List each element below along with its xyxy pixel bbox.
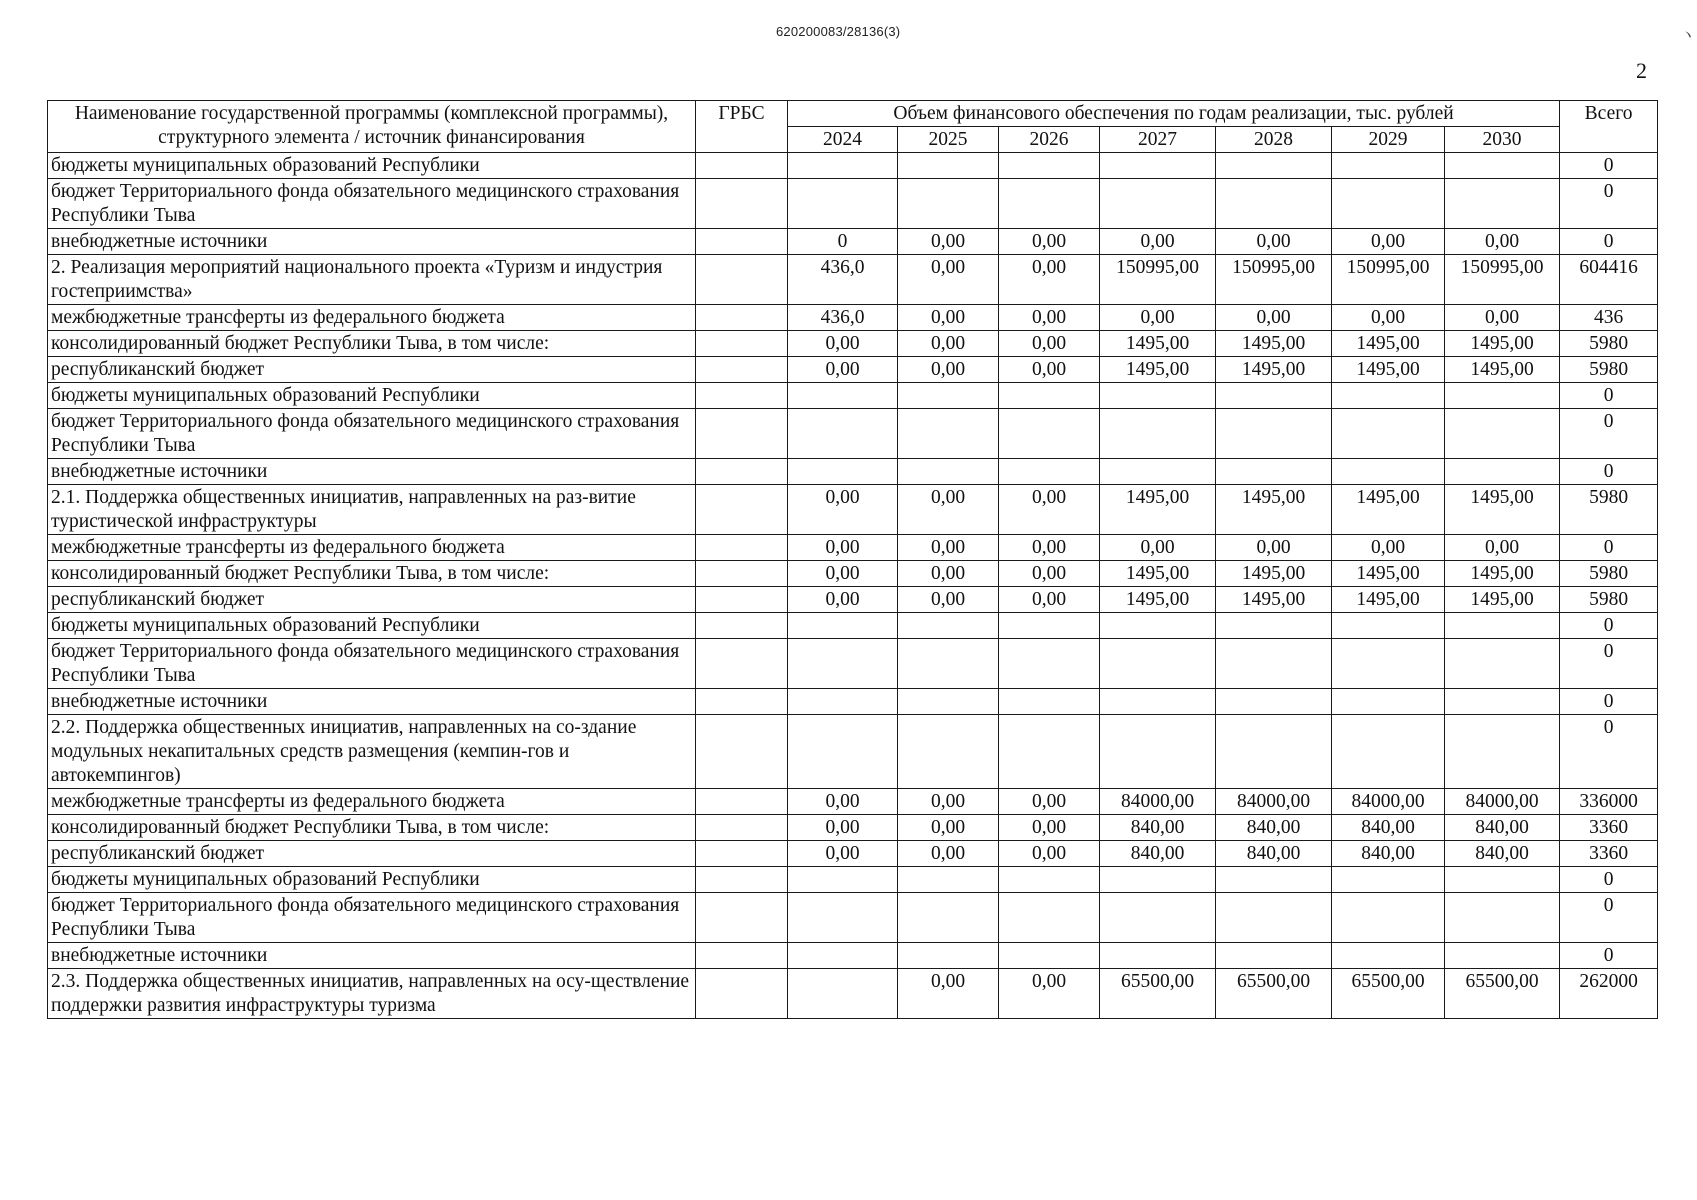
year-value-cell — [1100, 459, 1216, 485]
year-value-cell: 65500,00 — [1445, 969, 1560, 1019]
year-value-cell — [898, 613, 999, 639]
year-value-cell — [1445, 893, 1560, 943]
year-value-cell: 1495,00 — [1100, 587, 1216, 613]
year-value-cell — [788, 867, 898, 893]
year-value-cell: 1495,00 — [1216, 331, 1332, 357]
year-value-cell: 0 — [788, 229, 898, 255]
year-value-cell: 84000,00 — [1100, 789, 1216, 815]
year-value-cell — [1445, 383, 1560, 409]
year-value-cell — [1100, 943, 1216, 969]
year-value-cell — [898, 715, 999, 789]
year-value-cell: 0,00 — [999, 229, 1100, 255]
year-value-cell: 0,00 — [898, 535, 999, 561]
year-value-cell: 0,00 — [1445, 305, 1560, 331]
year-value-cell: 1495,00 — [1445, 561, 1560, 587]
row-name-cell: бюджет Территориального фонда обязательного медицинского страхования Республики Тыва — [48, 893, 696, 943]
total-cell: 5980 — [1560, 485, 1658, 535]
year-value-cell — [788, 893, 898, 943]
year-value-cell: 0,00 — [788, 587, 898, 613]
year-value-cell — [898, 893, 999, 943]
year-value-cell: 0,00 — [1216, 305, 1332, 331]
year-value-cell — [788, 969, 898, 1019]
year-value-cell: 0,00 — [1100, 535, 1216, 561]
grbs-cell — [696, 331, 788, 357]
year-value-cell: 0,00 — [898, 841, 999, 867]
year-value-cell — [999, 383, 1100, 409]
total-cell: 0 — [1560, 459, 1658, 485]
total-cell: 5980 — [1560, 561, 1658, 587]
year-value-cell — [1445, 153, 1560, 179]
year-value-cell: 0,00 — [999, 535, 1100, 561]
table-row — [48, 331, 1658, 357]
row-name-cell: бюджеты муниципальных образований Республики — [48, 613, 696, 639]
year-value-cell — [1332, 715, 1445, 789]
year-value-cell: 0,00 — [898, 789, 999, 815]
year-value-cell — [999, 459, 1100, 485]
year-value-cell: 1495,00 — [1445, 331, 1560, 357]
year-value-cell — [898, 383, 999, 409]
year-value-cell — [788, 613, 898, 639]
year-value-cell — [788, 689, 898, 715]
table-row — [48, 357, 1658, 383]
total-cell: 436 — [1560, 305, 1658, 331]
year-value-cell: 0,00 — [898, 305, 999, 331]
grbs-cell — [696, 485, 788, 535]
total-cell: 0 — [1560, 867, 1658, 893]
year-value-cell — [1332, 153, 1445, 179]
year-value-cell: 1495,00 — [1332, 357, 1445, 383]
year-value-cell — [788, 943, 898, 969]
column-header-year: 2030 — [1445, 127, 1560, 153]
table-row — [48, 587, 1658, 613]
year-value-cell — [999, 409, 1100, 459]
year-value-cell — [1332, 383, 1445, 409]
year-value-cell: 0,00 — [788, 331, 898, 357]
year-value-cell — [788, 409, 898, 459]
grbs-cell — [696, 715, 788, 789]
total-cell: 604416 — [1560, 255, 1658, 305]
year-value-cell: 1495,00 — [1332, 485, 1445, 535]
year-value-cell — [999, 867, 1100, 893]
year-value-cell — [1445, 689, 1560, 715]
year-value-cell: 0,00 — [788, 485, 898, 535]
year-value-cell — [788, 383, 898, 409]
year-value-cell — [1332, 613, 1445, 639]
row-name-cell: бюджет Территориального фонда обязательного медицинского страхования Республики Тыва — [48, 409, 696, 459]
year-value-cell: 0,00 — [788, 535, 898, 561]
year-value-cell — [1216, 689, 1332, 715]
year-value-cell: 0,00 — [999, 357, 1100, 383]
year-value-cell: 0,00 — [1216, 229, 1332, 255]
year-value-cell: 0,00 — [999, 485, 1100, 535]
year-value-cell: 840,00 — [1100, 815, 1216, 841]
year-value-cell — [788, 153, 898, 179]
grbs-cell — [696, 613, 788, 639]
grbs-cell — [696, 535, 788, 561]
year-value-cell: 0,00 — [898, 331, 999, 357]
total-cell: 0 — [1560, 893, 1658, 943]
year-value-cell — [1100, 409, 1216, 459]
year-value-cell: 1495,00 — [1445, 587, 1560, 613]
year-value-cell: 1495,00 — [1100, 485, 1216, 535]
grbs-cell — [696, 789, 788, 815]
grbs-cell — [696, 255, 788, 305]
year-value-cell — [1332, 179, 1445, 229]
year-value-cell: 0,00 — [1100, 305, 1216, 331]
row-name-cell: внебюджетные источники — [48, 943, 696, 969]
grbs-cell — [696, 305, 788, 331]
year-value-cell — [1100, 867, 1216, 893]
year-value-cell: 0,00 — [1332, 305, 1445, 331]
table-row — [48, 179, 1658, 229]
year-value-cell — [1100, 715, 1216, 789]
year-value-cell: 0,00 — [898, 255, 999, 305]
year-value-cell — [898, 689, 999, 715]
table-row — [48, 459, 1658, 485]
year-value-cell: 840,00 — [1216, 841, 1332, 867]
year-value-cell — [1100, 639, 1216, 689]
year-value-cell — [1445, 459, 1560, 485]
year-value-cell — [1100, 893, 1216, 943]
column-header-name: Наименование государственной программы (комплексной программы), структурного элемента / источник финансирования — [48, 101, 696, 153]
table-row — [48, 561, 1658, 587]
year-value-cell — [1332, 689, 1445, 715]
grbs-cell — [696, 383, 788, 409]
total-cell: 5980 — [1560, 331, 1658, 357]
total-cell: 0 — [1560, 229, 1658, 255]
year-value-cell — [1216, 715, 1332, 789]
year-value-cell — [999, 153, 1100, 179]
year-value-cell: 0,00 — [999, 815, 1100, 841]
year-value-cell: 840,00 — [1100, 841, 1216, 867]
table-row — [48, 789, 1658, 815]
header-row-1 — [48, 101, 1658, 127]
year-value-cell: 1495,00 — [1216, 561, 1332, 587]
column-header-funding: Объем финансового обеспечения по годам реализации, тыс. рублей — [788, 101, 1560, 127]
year-value-cell — [898, 639, 999, 689]
total-cell: 0 — [1560, 179, 1658, 229]
year-value-cell: 0,00 — [788, 841, 898, 867]
year-value-cell — [999, 639, 1100, 689]
row-name-cell: бюджеты муниципальных образований Республики — [48, 153, 696, 179]
year-value-cell: 0,00 — [1445, 229, 1560, 255]
year-value-cell: 0,00 — [999, 255, 1100, 305]
year-value-cell: 1495,00 — [1100, 561, 1216, 587]
year-value-cell: 0,00 — [1332, 535, 1445, 561]
year-value-cell: 840,00 — [1332, 815, 1445, 841]
year-value-cell: 1495,00 — [1445, 357, 1560, 383]
year-value-cell: 0,00 — [788, 561, 898, 587]
grbs-cell — [696, 893, 788, 943]
column-header-year: 2029 — [1332, 127, 1445, 153]
total-cell: 0 — [1560, 689, 1658, 715]
year-value-cell — [999, 689, 1100, 715]
year-value-cell — [1100, 689, 1216, 715]
year-value-cell — [898, 179, 999, 229]
year-value-cell: 0,00 — [999, 561, 1100, 587]
year-value-cell — [999, 715, 1100, 789]
table-row — [48, 613, 1658, 639]
row-name-cell: 2. Реализация мероприятий национального проекта «Туризм и индустрия гостеприимства» — [48, 255, 696, 305]
year-value-cell — [1216, 459, 1332, 485]
total-cell: 336000 — [1560, 789, 1658, 815]
year-value-cell — [1100, 179, 1216, 229]
year-value-cell — [898, 409, 999, 459]
year-value-cell — [1332, 639, 1445, 689]
table-row — [48, 409, 1658, 459]
year-value-cell: 0,00 — [1332, 229, 1445, 255]
grbs-cell — [696, 841, 788, 867]
table-row — [48, 255, 1658, 305]
year-value-cell: 1495,00 — [1216, 485, 1332, 535]
year-value-cell — [1216, 943, 1332, 969]
row-name-cell: внебюджетные источники — [48, 229, 696, 255]
year-value-cell: 436,0 — [788, 255, 898, 305]
year-value-cell — [1216, 383, 1332, 409]
table-row — [48, 485, 1658, 535]
year-value-cell — [1445, 639, 1560, 689]
year-value-cell: 0,00 — [898, 815, 999, 841]
year-value-cell — [1100, 383, 1216, 409]
grbs-cell — [696, 409, 788, 459]
total-cell: 5980 — [1560, 357, 1658, 383]
total-cell: 0 — [1560, 613, 1658, 639]
grbs-cell — [696, 689, 788, 715]
total-cell: 5980 — [1560, 587, 1658, 613]
column-header-year: 2027 — [1100, 127, 1216, 153]
year-value-cell: 1495,00 — [1332, 331, 1445, 357]
year-value-cell: 150995,00 — [1100, 255, 1216, 305]
table-row — [48, 969, 1658, 1019]
year-value-cell — [999, 893, 1100, 943]
year-value-cell: 0,00 — [999, 841, 1100, 867]
grbs-cell — [696, 969, 788, 1019]
year-value-cell: 0,00 — [1216, 535, 1332, 561]
table-row — [48, 229, 1658, 255]
row-name-cell: межбюджетные трансферты из федерального бюджета — [48, 535, 696, 561]
grbs-cell — [696, 561, 788, 587]
row-name-cell: консолидированный бюджет Республики Тыва, в том числе: — [48, 331, 696, 357]
year-value-cell: 1495,00 — [1216, 587, 1332, 613]
year-value-cell: 840,00 — [1445, 815, 1560, 841]
grbs-cell — [696, 179, 788, 229]
year-value-cell: 84000,00 — [1332, 789, 1445, 815]
table-row — [48, 383, 1658, 409]
table-row — [48, 815, 1658, 841]
year-value-cell — [1445, 613, 1560, 639]
year-value-cell: 1495,00 — [1332, 561, 1445, 587]
year-value-cell — [1216, 893, 1332, 943]
grbs-cell — [696, 587, 788, 613]
grbs-cell — [696, 229, 788, 255]
year-value-cell: 0,00 — [898, 587, 999, 613]
column-header-total: Всего — [1560, 101, 1658, 153]
table-row — [48, 689, 1658, 715]
year-value-cell — [1445, 179, 1560, 229]
year-value-cell: 840,00 — [1216, 815, 1332, 841]
year-value-cell — [1100, 613, 1216, 639]
year-value-cell — [898, 867, 999, 893]
total-cell: 0 — [1560, 943, 1658, 969]
page-number: 2 — [1636, 58, 1647, 83]
table-row — [48, 305, 1658, 331]
total-cell: 0 — [1560, 535, 1658, 561]
total-cell: 0 — [1560, 639, 1658, 689]
table-row — [48, 535, 1658, 561]
year-value-cell — [1216, 409, 1332, 459]
grbs-cell — [696, 153, 788, 179]
year-value-cell: 0,00 — [898, 357, 999, 383]
year-value-cell — [1332, 867, 1445, 893]
column-header-year: 2026 — [999, 127, 1100, 153]
year-value-cell: 1495,00 — [1216, 357, 1332, 383]
year-value-cell: 840,00 — [1332, 841, 1445, 867]
row-name-cell: 2.2. Поддержка общественных инициатив, направленных на со-здание модульных некапитальных средств размещения (кемпин-гов и автокемпингов) — [48, 715, 696, 789]
total-cell: 0 — [1560, 383, 1658, 409]
table-row — [48, 841, 1658, 867]
total-cell: 3360 — [1560, 841, 1658, 867]
column-header-year: 2025 — [898, 127, 999, 153]
total-cell: 262000 — [1560, 969, 1658, 1019]
row-name-cell: 2.3. Поддержка общественных инициатив, направленных на осу-ществление поддержки развития инфраструктуры туризма — [48, 969, 696, 1019]
grbs-cell — [696, 639, 788, 689]
total-cell: 0 — [1560, 409, 1658, 459]
total-cell: 0 — [1560, 153, 1658, 179]
document-id: 620200083/28136(3) — [776, 24, 901, 39]
total-cell: 3360 — [1560, 815, 1658, 841]
year-value-cell: 0,00 — [999, 305, 1100, 331]
year-value-cell: 0,00 — [898, 969, 999, 1019]
grbs-cell — [696, 867, 788, 893]
year-value-cell: 0,00 — [898, 229, 999, 255]
year-value-cell — [1216, 639, 1332, 689]
row-name-cell: республиканский бюджет — [48, 841, 696, 867]
table-row — [48, 715, 1658, 789]
year-value-cell: 84000,00 — [1216, 789, 1332, 815]
year-value-cell — [898, 943, 999, 969]
year-value-cell — [1332, 943, 1445, 969]
year-value-cell: 0,00 — [999, 969, 1100, 1019]
row-name-cell: бюджеты муниципальных образований Республики — [48, 383, 696, 409]
year-value-cell: 1495,00 — [1100, 331, 1216, 357]
year-value-cell: 0,00 — [788, 815, 898, 841]
table-row — [48, 893, 1658, 943]
year-value-cell — [1332, 893, 1445, 943]
table-row — [48, 153, 1658, 179]
year-value-cell — [1100, 153, 1216, 179]
column-header-year: 2028 — [1216, 127, 1332, 153]
grbs-cell — [696, 815, 788, 841]
row-name-cell: бюджеты муниципальных образований Республики — [48, 867, 696, 893]
row-name-cell: консолидированный бюджет Республики Тыва, в том числе: — [48, 561, 696, 587]
year-value-cell — [788, 639, 898, 689]
funding-table — [47, 100, 1658, 1019]
column-header-grbs: ГРБС — [696, 101, 788, 153]
row-name-cell: республиканский бюджет — [48, 357, 696, 383]
year-value-cell: 0,00 — [788, 789, 898, 815]
year-value-cell: 0,00 — [788, 357, 898, 383]
row-name-cell: консолидированный бюджет Республики Тыва, в том числе: — [48, 815, 696, 841]
year-value-cell: 840,00 — [1445, 841, 1560, 867]
year-value-cell — [788, 459, 898, 485]
grbs-cell — [696, 357, 788, 383]
year-value-cell: 150995,00 — [1445, 255, 1560, 305]
table-row — [48, 943, 1658, 969]
year-value-cell: 0,00 — [1100, 229, 1216, 255]
row-name-cell: внебюджетные источники — [48, 459, 696, 485]
year-value-cell — [788, 715, 898, 789]
year-value-cell: 1495,00 — [1100, 357, 1216, 383]
year-value-cell — [1445, 409, 1560, 459]
row-name-cell: 2.1. Поддержка общественных инициатив, направленных на раз-витие туристической инфраструктуры — [48, 485, 696, 535]
year-value-cell: 65500,00 — [1216, 969, 1332, 1019]
year-value-cell — [1216, 613, 1332, 639]
year-value-cell: 0,00 — [898, 485, 999, 535]
corner-handwritten-mark: ヽ — [1680, 25, 1697, 44]
column-header-year: 2024 — [788, 127, 898, 153]
year-value-cell: 150995,00 — [1216, 255, 1332, 305]
year-value-cell: 1495,00 — [1332, 587, 1445, 613]
year-value-cell: 0,00 — [999, 331, 1100, 357]
year-value-cell: 84000,00 — [1445, 789, 1560, 815]
year-value-cell — [898, 153, 999, 179]
year-value-cell: 0,00 — [1445, 535, 1560, 561]
row-name-cell: бюджет Территориального фонда обязательного медицинского страхования Республики Тыва — [48, 639, 696, 689]
row-name-cell: межбюджетные трансферты из федерального бюджета — [48, 305, 696, 331]
table-body — [48, 153, 1658, 1019]
table-row — [48, 867, 1658, 893]
row-name-cell: бюджет Территориального фонда обязательного медицинского страхования Республики Тыва — [48, 179, 696, 229]
year-value-cell — [1445, 867, 1560, 893]
row-name-cell: внебюджетные источники — [48, 689, 696, 715]
table-row — [48, 639, 1658, 689]
year-value-cell — [1445, 943, 1560, 969]
year-value-cell — [898, 459, 999, 485]
year-value-cell: 150995,00 — [1332, 255, 1445, 305]
year-value-cell: 0,00 — [999, 587, 1100, 613]
grbs-cell — [696, 943, 788, 969]
year-value-cell — [1332, 459, 1445, 485]
year-value-cell: 436,0 — [788, 305, 898, 331]
year-value-cell — [788, 179, 898, 229]
row-name-cell: республиканский бюджет — [48, 587, 696, 613]
total-cell: 0 — [1560, 715, 1658, 789]
year-value-cell: 0,00 — [999, 789, 1100, 815]
year-value-cell — [1445, 715, 1560, 789]
year-value-cell — [999, 179, 1100, 229]
year-value-cell: 65500,00 — [1100, 969, 1216, 1019]
year-value-cell — [999, 613, 1100, 639]
year-value-cell: 1495,00 — [1445, 485, 1560, 535]
year-value-cell — [1332, 409, 1445, 459]
year-value-cell — [1216, 153, 1332, 179]
year-value-cell — [1216, 179, 1332, 229]
year-value-cell: 0,00 — [898, 561, 999, 587]
year-value-cell — [1216, 867, 1332, 893]
year-value-cell — [999, 943, 1100, 969]
row-name-cell: межбюджетные трансферты из федерального бюджета — [48, 789, 696, 815]
table-header — [48, 101, 1658, 153]
grbs-cell — [696, 459, 788, 485]
year-value-cell: 65500,00 — [1332, 969, 1445, 1019]
